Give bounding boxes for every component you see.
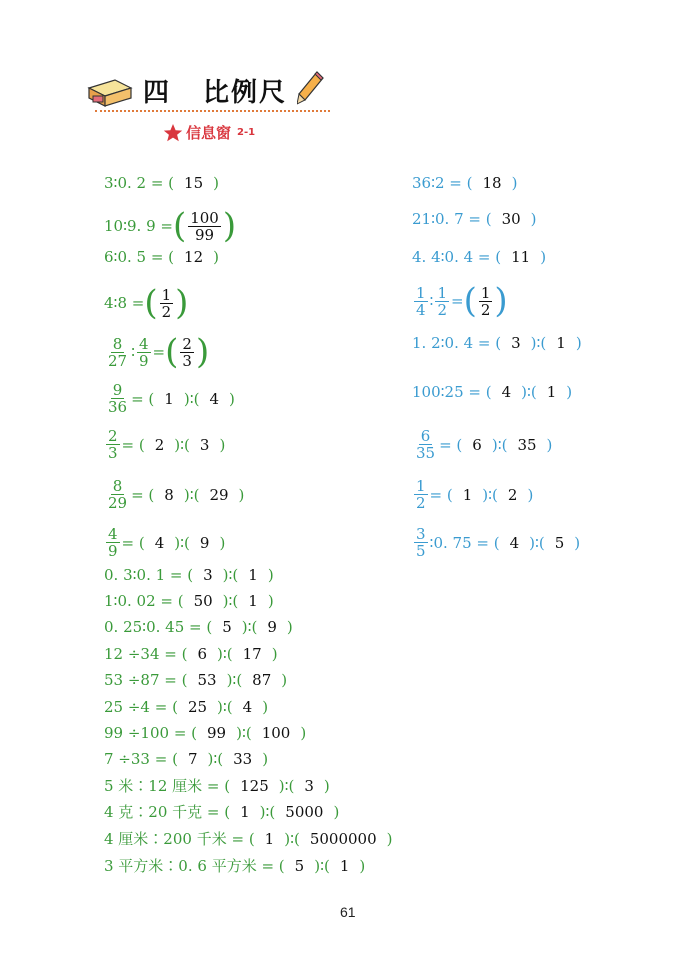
answer-fraction-denominator: 3 <box>182 351 192 370</box>
exercise-row <box>104 697 268 717</box>
star-icon <box>163 123 183 143</box>
answer-value: 1 <box>546 383 557 401</box>
exercise-row <box>104 591 274 611</box>
chapter-number: 四 <box>143 78 170 108</box>
question-fraction-denominator: 5 <box>416 542 426 560</box>
question-text: 1∶0. 02 = ( <box>104 592 184 610</box>
exercise-row <box>412 526 580 559</box>
ratio-separator: )∶( <box>284 830 300 848</box>
answer-value: 11 <box>511 248 531 266</box>
question-fraction-denominator: 29 <box>108 494 128 512</box>
exercise-row <box>104 247 219 267</box>
exercise-row <box>104 526 225 559</box>
header-dotted-line <box>95 110 330 112</box>
ratio-separator: )∶( <box>226 671 243 689</box>
answer-value: 8 <box>164 485 174 504</box>
close-paren: ) <box>195 332 210 372</box>
question-text: ∶0. 75 = ( <box>429 533 500 552</box>
question-fraction <box>106 428 120 461</box>
close-paren: ) <box>494 281 508 321</box>
close-paren: ) <box>222 206 237 246</box>
chapter-title: 比例尺 <box>203 78 288 108</box>
answer-value: 18 <box>482 174 502 192</box>
question-fraction-denominator: 9 <box>139 351 149 370</box>
answer-value: 1 <box>248 592 258 610</box>
answer-value: 3 <box>199 435 210 454</box>
ratio-separator: )∶( <box>241 618 258 636</box>
exercise-row <box>104 802 339 822</box>
question-fraction-numerator: 1 <box>416 283 426 302</box>
ratio-separator: )∶( <box>521 383 537 401</box>
answer-value: 5 <box>222 618 232 636</box>
answer-fraction-denominator: 99 <box>194 225 215 244</box>
question-text: 53 ÷87 = ( <box>104 671 188 689</box>
ratio-separator: )∶( <box>314 857 330 875</box>
ratio-separator: )∶( <box>491 435 508 454</box>
question-text: = ( <box>121 533 145 552</box>
ratio-separator: )∶( <box>482 485 498 504</box>
answer-value: 4 <box>209 389 219 408</box>
equals-sign: = <box>451 292 464 310</box>
exercise-row <box>412 209 537 229</box>
close-paren: ) <box>333 803 340 821</box>
exercise-row <box>412 428 552 461</box>
question-text: = ( <box>121 435 145 454</box>
answer-value: 1 <box>264 830 275 848</box>
exercise-row <box>412 247 546 267</box>
question-fraction-denominator: 36 <box>108 398 128 416</box>
exercise-row <box>104 617 293 637</box>
exercise-row <box>104 428 225 461</box>
answer-value: 33 <box>233 750 253 768</box>
info-number: 2-1 <box>237 127 256 138</box>
close-paren: ) <box>546 435 553 454</box>
close-paren: ) <box>213 248 219 266</box>
answer-value: 3 <box>304 777 314 795</box>
exercise-row <box>104 776 330 796</box>
close-paren: ) <box>386 830 393 848</box>
answer-value: 5000 <box>285 803 324 821</box>
exercise-row <box>104 565 274 585</box>
answer-fraction <box>160 287 174 320</box>
answer-value: 9 <box>199 533 210 552</box>
question-text: 12 ÷34 = ( <box>104 645 188 663</box>
ratio-separator: )∶( <box>217 698 233 716</box>
exercise-row <box>104 644 278 664</box>
answer-value: 5 <box>554 533 565 552</box>
question-fraction-numerator: 9 <box>112 381 123 399</box>
answer-value: 17 <box>242 645 262 663</box>
answer-fraction-denominator: 2 <box>480 300 491 319</box>
close-paren: ) <box>281 671 288 689</box>
answer-value: 1 <box>339 857 350 875</box>
answer-value: 50 <box>193 592 213 610</box>
question-fraction-numerator: 6 <box>420 427 431 445</box>
answer-fraction <box>479 285 493 318</box>
question-fraction-numerator: 3 <box>416 525 426 543</box>
question-fraction <box>414 285 428 318</box>
answer-value: 1 <box>248 566 258 584</box>
answer-fraction-numerator: 1 <box>480 283 491 302</box>
question-text: 3∶0. 2 = ( <box>104 174 175 192</box>
answer-value: 1 <box>164 389 174 408</box>
answer-value: 125 <box>240 777 269 795</box>
exercise-row <box>104 478 244 511</box>
equals-sign: = <box>152 343 166 361</box>
ratio-separator: )∶( <box>529 533 545 552</box>
answer-value: 4 <box>509 533 520 552</box>
question-fraction-numerator: 4 <box>139 334 149 353</box>
question-text: 0. 25∶0. 45 = ( <box>104 618 213 636</box>
answer-value: 9 <box>267 618 277 636</box>
question-fraction <box>106 382 129 415</box>
question-text: 5 米∶12 厘米 = ( <box>104 777 231 795</box>
answer-value: 100 <box>261 724 291 742</box>
question-fraction-denominator: 2 <box>437 300 447 319</box>
close-paren: ) <box>286 618 293 636</box>
question-fraction <box>414 526 428 559</box>
exercise-row <box>104 723 306 743</box>
question-fraction-denominator: 4 <box>416 300 426 319</box>
open-paren: ( <box>172 206 187 246</box>
question-text: 7 ÷33 = ( <box>104 750 178 768</box>
question-text: 10∶9. 9 = <box>104 217 173 235</box>
question-fraction-numerator: 1 <box>437 283 447 302</box>
exercise-row <box>412 173 517 193</box>
exercise-row <box>104 173 219 193</box>
exercise-row <box>104 382 235 415</box>
answer-value: 5000000 <box>309 830 377 848</box>
question-text: 25 ÷4 = ( <box>104 698 178 716</box>
ratio-separator: )∶( <box>174 533 190 552</box>
close-paren: ) <box>323 777 330 795</box>
ratio-separator: )∶( <box>530 334 547 352</box>
exercise-row <box>104 749 268 769</box>
exercise-row <box>104 829 393 849</box>
ratio-separator: )∶( <box>222 592 239 610</box>
answer-value: 25 <box>187 698 208 716</box>
ratio-sign: ∶ <box>131 343 135 361</box>
question-text: 36∶2 = ( <box>412 174 473 192</box>
answer-value: 6 <box>197 645 208 663</box>
ratio-separator: )∶( <box>174 435 190 454</box>
open-paren: ( <box>165 332 179 372</box>
exercise-row <box>104 332 210 372</box>
answer-value: 4 <box>501 383 512 401</box>
close-paren: ) <box>574 533 581 552</box>
question-text: = ( <box>429 485 453 504</box>
close-paren: ) <box>267 592 274 610</box>
ratio-separator: )∶( <box>207 750 224 768</box>
answer-value: 15 <box>184 174 204 192</box>
close-paren: ) <box>213 174 219 192</box>
answer-value: 12 <box>184 248 204 266</box>
question-fraction <box>414 428 437 461</box>
chapter-header <box>85 68 345 118</box>
close-paren: ) <box>540 248 547 266</box>
exercise-row <box>412 281 508 321</box>
answer-value: 6 <box>472 435 482 454</box>
close-paren: ) <box>511 174 518 192</box>
ratio-separator: )∶( <box>183 485 200 504</box>
question-text: 21∶0. 7 = ( <box>412 210 492 228</box>
page-number: 61 <box>340 904 356 920</box>
answer-value: 2 <box>507 485 518 504</box>
answer-value: 1 <box>462 485 473 504</box>
exercise-row <box>104 670 287 690</box>
answer-value: 53 <box>197 671 217 689</box>
answer-value: 5 <box>294 857 305 875</box>
info-label: 信息窗 <box>186 124 232 142</box>
exercise-row <box>104 856 365 876</box>
close-paren: ) <box>229 389 235 408</box>
close-paren: ) <box>271 645 278 663</box>
close-paren: ) <box>238 485 245 504</box>
question-text: 6∶0. 5 = ( <box>104 248 175 266</box>
answer-value: 29 <box>209 485 229 504</box>
question-text: 4∶8 = <box>104 294 145 312</box>
close-paren: ) <box>566 383 573 401</box>
question-fraction-numerator: 8 <box>112 334 123 353</box>
close-paren: ) <box>300 724 307 742</box>
question-text: = ( <box>131 389 155 408</box>
answer-fraction-numerator: 1 <box>161 285 172 304</box>
question-fraction <box>414 478 428 511</box>
ratio-separator: )∶( <box>259 803 276 821</box>
answer-fraction-denominator: 2 <box>161 302 172 321</box>
question-text: 99 ÷100 = ( <box>104 724 198 742</box>
question-fraction-numerator: 1 <box>416 477 426 495</box>
answer-fraction-numerator: 100 <box>190 208 219 227</box>
answer-value: 4 <box>242 698 253 716</box>
close-paren: ) <box>267 566 274 584</box>
exercise-row <box>412 478 533 511</box>
answer-fraction <box>180 336 194 369</box>
question-fraction-denominator: 2 <box>416 494 426 512</box>
question-text: 4 克∶20 千克 = ( <box>104 803 231 821</box>
question-text: = ( <box>439 435 463 454</box>
ratio-separator: )∶( <box>183 389 200 408</box>
question-fraction-denominator: 27 <box>108 351 128 370</box>
close-paren: ) <box>219 435 226 454</box>
close-paren: ) <box>262 750 269 768</box>
question-text: 100∶25 = ( <box>412 383 492 401</box>
question-text: 1. 2∶0. 4 = ( <box>412 334 502 352</box>
open-paren: ( <box>144 283 158 323</box>
question-text: 0. 3∶0. 1 = ( <box>104 566 194 584</box>
exercise-row <box>412 382 572 402</box>
answer-value: 4 <box>154 533 165 552</box>
answer-value: 3 <box>203 566 213 584</box>
question-text: 4. 4∶0. 4 = ( <box>412 248 502 266</box>
close-paren: ) <box>262 698 269 716</box>
close-paren: ) <box>219 533 226 552</box>
question-text: = ( <box>131 485 155 504</box>
answer-value: 3 <box>511 334 521 352</box>
pencil-icon <box>297 70 325 106</box>
answer-fraction <box>188 210 221 243</box>
answer-value: 2 <box>154 435 165 454</box>
question-fraction-numerator: 8 <box>112 477 123 495</box>
close-paren: ) <box>530 210 537 228</box>
answer-value: 99 <box>207 724 227 742</box>
ratio-separator: )∶( <box>217 645 233 663</box>
question-fraction <box>106 478 129 511</box>
question-fraction-denominator: 3 <box>108 444 118 462</box>
answer-value: 30 <box>501 210 521 228</box>
answer-value: 7 <box>187 750 198 768</box>
close-paren: ) <box>575 334 582 352</box>
question-fraction <box>106 526 120 559</box>
ratio-sign: ∶ <box>429 292 434 310</box>
answer-value: 35 <box>517 435 537 454</box>
ratio-separator: )∶( <box>278 777 295 795</box>
question-fraction <box>137 336 151 369</box>
answer-fraction-numerator: 2 <box>182 334 192 353</box>
exercise-row <box>104 283 189 323</box>
question-fraction-numerator: 2 <box>108 427 118 445</box>
close-paren: ) <box>175 283 189 323</box>
answer-value: 1 <box>240 803 250 821</box>
question-fraction <box>106 336 129 369</box>
question-text: 4 厘米∶200 千米 = ( <box>104 830 255 848</box>
info-window-label <box>163 122 255 143</box>
ratio-separator: )∶( <box>236 724 252 742</box>
eraser-book-icon <box>85 74 135 110</box>
question-fraction-numerator: 4 <box>108 525 118 543</box>
question-text: 3 平方米∶0. 6 平方米 = ( <box>104 857 285 875</box>
answer-value: 1 <box>556 334 566 352</box>
open-paren: ( <box>463 281 477 321</box>
exercise-row <box>104 206 237 246</box>
ratio-separator: )∶( <box>222 566 239 584</box>
question-fraction <box>435 285 449 318</box>
close-paren: ) <box>359 857 366 875</box>
answer-value: 87 <box>252 671 272 689</box>
exercise-row <box>412 333 582 353</box>
close-paren: ) <box>527 485 534 504</box>
question-fraction-denominator: 9 <box>108 542 118 560</box>
question-fraction-denominator: 35 <box>416 444 436 462</box>
